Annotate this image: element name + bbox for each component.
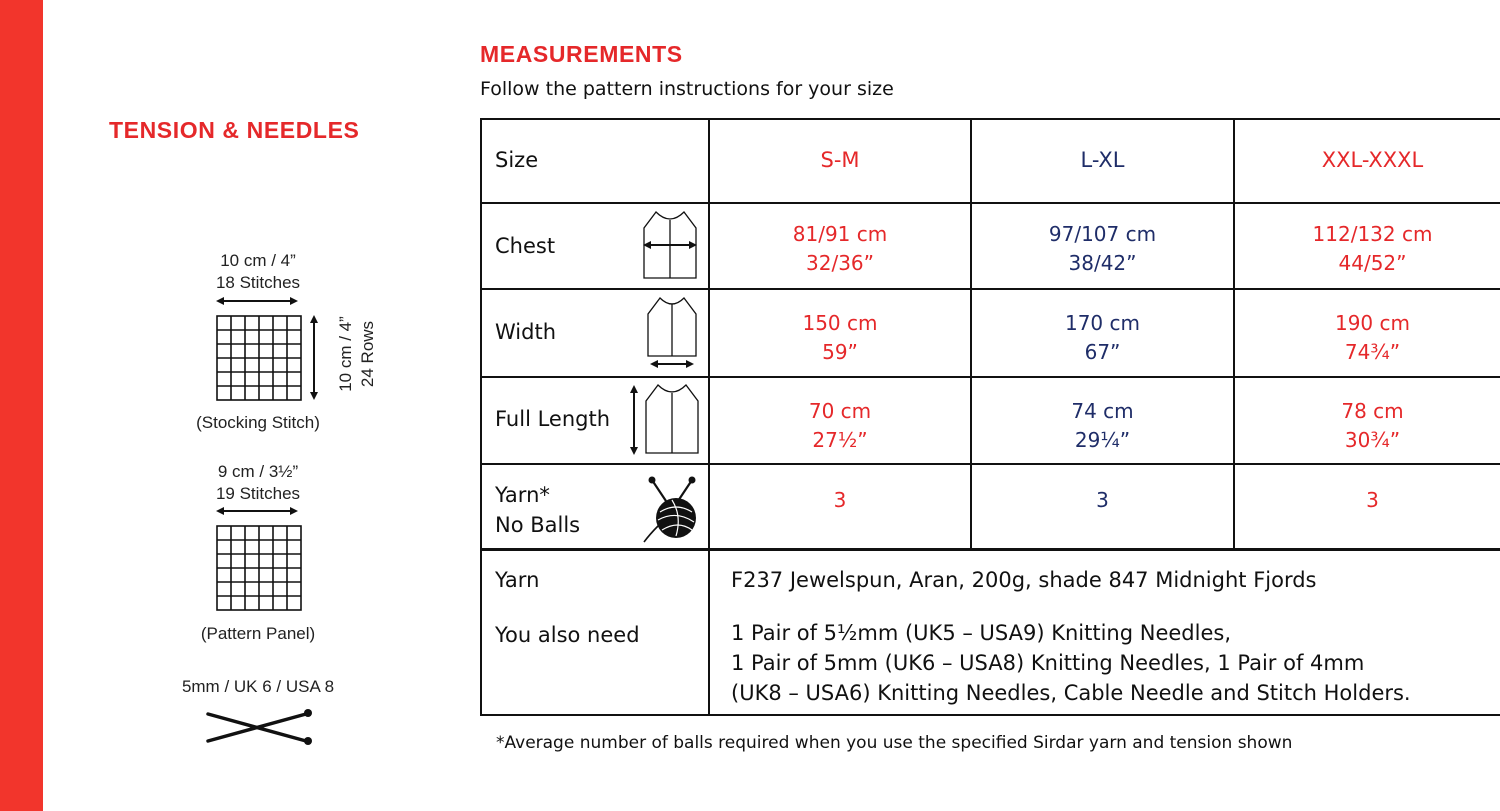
row-label-yarn-balls: Yarn* No Balls (495, 483, 581, 537)
chest-s-m: 81/91 cm 32/36” (792, 222, 888, 275)
yarn-label: Yarn (495, 568, 540, 592)
swatch1-rows: 24 Rows (358, 320, 377, 388)
size-header-s-m: S-M (820, 148, 860, 172)
double-arrow-vertical-icon (310, 315, 318, 400)
width-l-xl: 170 cm 67” (1064, 311, 1140, 364)
also-need-line: 1 Pair of 5mm (UK6 – USA8) Knitting Needles, 1 Pair of 4mm (731, 651, 1365, 675)
chest-xxl-xxxl: 112/132 cm 44/52” (1312, 222, 1433, 275)
also-need-line: 1 Pair of 5½mm (UK5 – USA9) Knitting Needles, (731, 621, 1232, 645)
width-xxl-xxxl: 190 cm 74¾” (1334, 311, 1410, 364)
needle-size-label: 5mm / UK 6 / USA 8 (181, 677, 335, 696)
balls-s-m: 3 (833, 488, 847, 512)
table-rule (482, 548, 1500, 551)
chest-l-xl: 97/107 cm 38/42” (1048, 222, 1157, 275)
length-diagram-icon (626, 381, 702, 459)
measurements-table (480, 118, 1500, 716)
table-rule (482, 288, 1500, 290)
grid-swatch-icon (217, 316, 301, 400)
also-need-label: You also need (495, 623, 640, 647)
grid-swatch-icon (217, 526, 301, 610)
swatch2-diagram (210, 500, 310, 614)
swatch2-caption: (Pattern Panel) (200, 624, 316, 643)
row-label-width: Width (495, 320, 557, 344)
size-header-xxl-xxxl: XXL-XXXL (1321, 148, 1424, 172)
tension-heading: TENSION & NEEDLES (109, 117, 360, 143)
yarn-ball-icon (642, 472, 702, 544)
length-l-xl: 74 cm 29¼” (1071, 399, 1134, 452)
length-xxl-xxxl: 78 cm 30¾” (1341, 399, 1404, 452)
swatch1-height-measure: 10 cm / 4” (336, 316, 355, 392)
row-label-chest: Chest (495, 234, 556, 258)
table-rule (482, 202, 1500, 204)
size-label: Size (495, 148, 539, 172)
row-label-full-length: Full Length (495, 407, 611, 431)
footnote: *Average number of balls required when you use the specified Sirdar yarn and tension shown (496, 733, 1293, 753)
table-rule (482, 376, 1500, 378)
balls-l-xl: 3 (1096, 488, 1109, 512)
swatch1-caption: (Stocking Stitch) (196, 413, 320, 432)
yarn-value: F237 Jewelspun, Aran, 200g, shade 847 Midnight Fjords (731, 568, 1317, 592)
crossed-needles-icon (200, 704, 320, 750)
length-s-m: 70 cm 27½” (808, 399, 872, 452)
swatch1-stitches: 18 Stitches (215, 273, 301, 292)
double-arrow-horizontal-icon (216, 507, 298, 515)
chest-diagram-icon (638, 208, 702, 284)
balls-xxl-xxxl: 3 (1366, 488, 1379, 512)
size-header-l-xl: L-XL (1080, 148, 1125, 172)
swatch1-width-measure: 10 cm / 4” (220, 251, 296, 270)
also-need-list (731, 618, 1411, 708)
also-need-line: (UK8 – USA6) Knitting Needles, Cable Needle and Stitch Holders. (731, 681, 1411, 705)
measurements-subtitle: Follow the pattern instructions for your size (480, 78, 894, 100)
double-arrow-horizontal-icon (216, 297, 298, 305)
red-border-band (0, 0, 43, 811)
table-rule (482, 463, 1500, 465)
width-diagram-icon (642, 294, 702, 372)
measurements-heading: MEASUREMENTS (480, 41, 683, 67)
width-s-m: 150 cm 59” (802, 311, 878, 364)
swatch2-width-measure: 9 cm / 3½” (217, 462, 299, 481)
swatch2-stitches: 19 Stitches (215, 484, 301, 503)
